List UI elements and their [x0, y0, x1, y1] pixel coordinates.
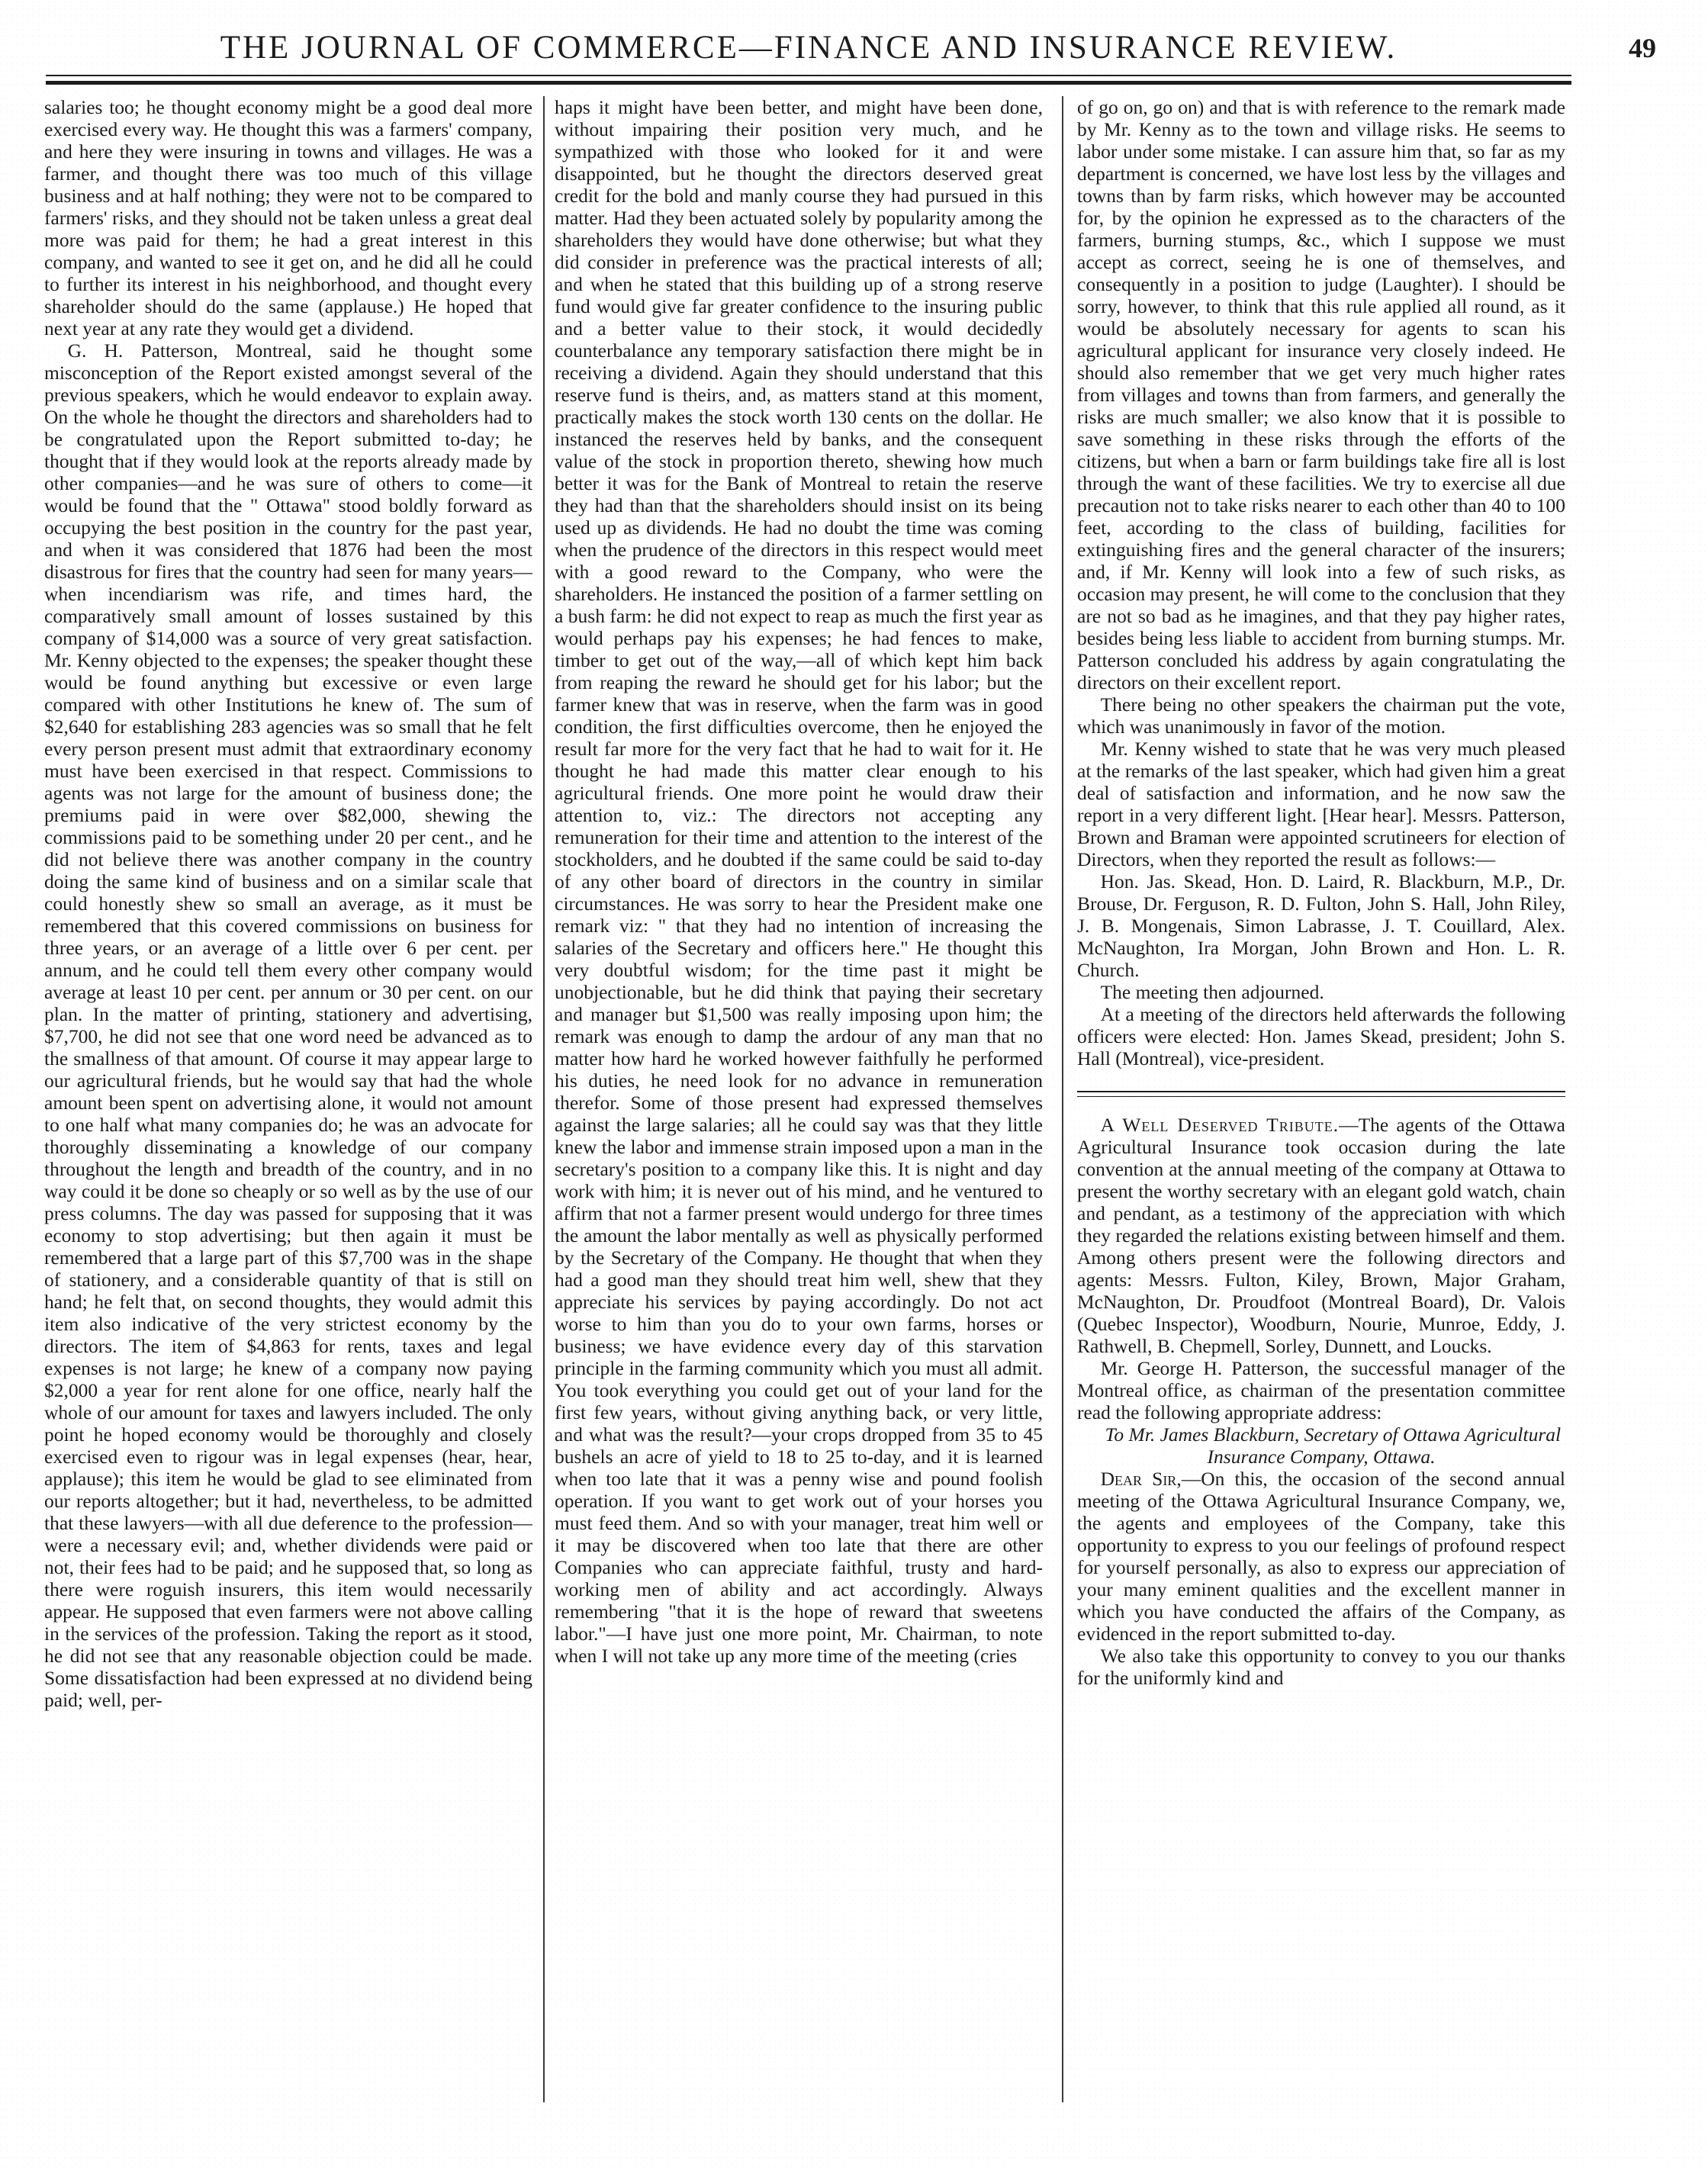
column-divider-left	[543, 96, 545, 2102]
column-three	[1077, 96, 1565, 2049]
column-one	[44, 96, 532, 2156]
tribute-paragraph	[1077, 1114, 1565, 1357]
section-divider	[1077, 1091, 1565, 1097]
address-body: —On this, the occasion of the second annual meeting of the Ottawa Agricultural Insurance Company, we, the agents and employees of the Company, take this opportunity to express to you our feelings of profound respect for yourself personally, as also to express our appreciation of your many eminent qualities and the excellent manner in which you have conducted the affairs of the Company, as evidenced in the report submitted to-day.	[1077, 1468, 1565, 1645]
paragraph: At a meeting of the directors held afterwards the following officers were elected: Hon. James Skead, president; John S. Hall (Montreal), vice-president.	[1077, 1003, 1565, 1069]
paragraph: Mr. Kenny wished to state that he was very much pleased at the remarks of the last speaker, which had given him a great deal of satisfaction and information, and he now saw the report in a very different light. [Hear hear]. Messrs. Patterson, Brown and Braman were appointed scrutineers for election of Directors, when they reported the result as follows:—	[1077, 738, 1565, 870]
paragraph: Mr. George H. Patterson, the successful manager of the Montreal office, as chairman of the presentation committee read the following appropriate address:	[1077, 1357, 1565, 1423]
dear-sir: Dear Sir,	[1100, 1468, 1182, 1490]
tribute-body: —The agents of the Ottawa Agricultural Insurance took occasion during the late convention at the annual meeting of the company at Ottawa to present the worthy secretary with an elegant gold watch, chain and pendant, as a testimony of the appreciation with which they regarded the relations existing between himself and them. Among others present were the following directors and agents: Messrs. Fulton, Kiley, Brown, Major Graham, McNaughton, Dr. Proudfoot (Montreal Board), Dr. Valois (Quebec Inspector), Woodburn, Nourie, Munroe, Eddy, J. Rathwell, B. Chepmell, Sorley, Dunnett, and Loucks.	[1077, 1114, 1565, 1357]
paragraph: There being no other speakers the chairman put the vote, which was unanimously in favor of the motion.	[1077, 693, 1565, 738]
page-number: 49	[1629, 33, 1656, 63]
paragraph: haps it might have been better, and might have been done, without impairing their position very much, and he sympathized with those who looked for it and were disappointed, but he thought the directors deserved great credit for the bold and manly course they had pursued in this matter. Had they been actuated solely by popularity among the shareholders they would have done otherwise; but what they did consider in preference was the practical interests of all; and when he stated that this building up of a strong reserve fund would give far greater confidence to the insuring public and a better value to their stock, it would decidedly counterbalance any temporary satisfaction there might be in receiving a dividend. Again they should understand that this reserve fund is theirs, and, as matters stand at this moment, practically makes the stock worth 130 cents on the dollar. He instanced the reserves held by banks, and the consequent value of the stock in proportion thereto, shewing how much better it was for the Bank of Montreal to retain the reserve they had than that the shareholders should insist on its being used up as dividends. He had no doubt the time was coming when the prudence of the directors in this respect would meet with a good reward to the Company, who were the shareholders. He instanced the position of a farmer settling on a bush farm: he did not expect to reap as much the first year as would perhaps pay his expenses; he had fences to make, timber to get out of the way,—all of which kept him back from reaping the reward he should get for his labor; but the farmer knew that was in reserve, when the farm was in good condition, the first difficulties overcome, then he enjoyed the result far more for the very fact that he had to wait for it. He thought he had made this matter clear enough to his agricultural friends. One more point he would draw their attention to, viz.: The directors not accepting any remuneration for their time and attention to the interest of the stockholders, and he doubted if the same could be said to-day of any other board of directors in the country in similar circumstances. He was sorry to hear the President make one remark viz: " that they had no intention of increasing the salaries of the Secretary and officers here." He thought this very doubtful wisdom; for the time past it might be unobjectionable, but he did think that paying their secretary and manager but $1,500 was really imposing upon him; the remark was enough to damp the ardour of any man that no matter how hard he worked however faithfully he performed his duties, he need look for no advance in remuneration therefor. Some of those present had expressed themselves against the large salaries; all he could say was that they little knew the labor and immense strain imposed upon a man in the secretary's position to a company like this. It is night and day work with him; it is never out of his mind, and he ventured to affirm that not a farmer present would undergo for three times the amount the labor mentally as well as physically performed by the Secretary of the Company. He thought that when they had a good man they should treat him well, shew that they appreciate his services by paying accordingly. Do not act worse to him than you do to your own farms, horses or business; we have evidence every day of this starvation principle in the farming community which you must all admit. You took everything you could get out of your land for the first few years, without giving anything back, or very little, and what was the result?—your crops dropped from 35 to 45 bushels an acre of yield to 18 to 25 to-day, and it is learned when too late that it was a penny wise and pound foolish operation. If you want to get work out of your horses you must feed them. And so with your manager, treat him well or it may be discovered when too late that there are other Companies who can appreciate faithful, trusty and hard-working men of ability and act accordingly. Always remembering "that it is the hope of reward that sweetens labor."—I have just one more point, Mr. Chairman, to note when I will not take up any more time of the meeting (cries	[555, 96, 1043, 1667]
page-header	[46, 21, 1662, 82]
journal-title: THE JOURNAL OF COMMERCE—FINANCE AND INSURANCE REVIEW.	[220, 30, 1398, 66]
header-rule-thin	[46, 75, 1571, 76]
paragraph: salaries too; he thought economy might be a good deal more exercised every way. He thought this was a farmers' company, and here they were insuring in towns and villages. He was a farmer, and thought there was too much of this village business and at half nothing; they were not to be compared to farmers' risks, and they should not be taken unless a great deal more was paid for them; he had a great interest in this company, and wanted to see it get on, and he did all he could to further its interest in his neighborhood, and thought every shareholder should do the same (applause.) He hoped that next year at any rate they would get a dividend.	[44, 96, 532, 339]
column-two	[555, 96, 1043, 2156]
column-divider-right	[1062, 96, 1063, 2102]
address-paragraph	[1077, 1468, 1565, 1645]
paragraph: G. H. Patterson, Montreal, said he thought some misconception of the Report existed amongst several of the previous speakers, which he would endeavor to explain away. On the whole he thought the directors and shareholders had to be congratulated upon the Report submitted to-day; he thought that if they would look at the reports already made by other companies—and he was sure of others to come—it would be found that the " Ottawa" stood boldly forward as occupying the best position in the country for the past year, and when it was considered that 1876 had been the most disastrous for fires that the country had seen for many years—when incendiarism was rife, and times hard, the comparatively small amount of losses sustained by this company of $14,000 was a source of very great satisfaction. Mr. Kenny objected to the expenses; the speaker thought these would be found anything but excessive or even large compared with other Institutions he knew of. The sum of $2,640 for establishing 283 agencies was so small that he felt every person present must admit that extraordinary economy must have been exercised in that respect. Commissions to agents was not large for the amount of business done; the premiums paid in were over $82,000, shewing the commissions paid to be something under 20 per cent., and he did not believe there was another company in the country doing the same kind of business and on a similar scale that could honestly shew so small an average, as it must be remembered that this covered commissions on business for three years, or an average of a little over 6 per cent. per annum, and he could tell them every other company would average at least 10 per cent. per annum or 30 per cent. on our plan. In the matter of printing, stationery and advertising, $7,700, he did not see that one word need be advanced as to the smallness of that amount. Of course it may appear large to our agricultural friends, but he would say that had the whole amount been spent on advertising alone, it would not amount to one half what many companies do; he was an advocate for thoroughly disseminating a knowledge of our company throughout the length and breadth of the country, and in no way could it be done so cheaply or so well as by the use of our press columns. The day was passed for supposing that it was economy to stop advertising; but then again it must be remembered that a large part of this $7,700 was in the shape of stationery, and a considerable quantity of that is still on hand; he felt that, on second thoughts, they would admit this item also indicative of the very strictest economy by the directors. The item of $4,863 for rents, taxes and legal expenses is not large; he knew of a company now paying $2,000 a year for rent alone for one office, nearly half the whole of our amount for taxes and lawyers included. The only point he hoped economy would be thoroughly and closely exercised even to rigour was in legal expenses (hear, hear, applause); this item he would be glad to see eliminated from our reports altogether; but it had, nevertheless, to be admitted that these lawyers—with all due deference to the profession—were a necessary evil; and, whether dividends were paid or not, their fees had to be paid; and he supposed that, so long as there were roguish insurers, this item would necessarily appear. He supposed that even farmers were not above calling in the services of the profession. Taking the report as it stood, he did not see that any reasonable objection could be made. Some dissatisfaction had been expressed at no dividend being paid; well, per-	[44, 339, 532, 1711]
director-list: Hon. Jas. Skead, Hon. D. Laird, R. Blackburn, M.P., Dr. Brouse, Dr. Ferguson, R. D. Fulton, John S. Hall, John Riley, J. B. Mongenais, Simon Labrasse, J. T. Couillard, Alex. McNaughton, Ira Morgan, John Brown and Hon. L. R. Church.	[1077, 870, 1565, 981]
paragraph: The meeting then adjourned.	[1100, 981, 1324, 1003]
address-salutation: To Mr. James Blackburn, Secretary of Ottawa Agricultural Insurance Company, Ottawa.	[1105, 1423, 1562, 1468]
tribute-heading: A Well Deserved Tribute.	[1100, 1114, 1340, 1136]
header-rule-thick	[46, 81, 1571, 85]
paragraph: We also take this opportunity to convey to you our thanks for the uniformly kind and	[1077, 1645, 1565, 1689]
paragraph: of go on, go on) and that is with reference to the remark made by Mr. Kenny as to the town and village risks. He seems to labor under some mistake. I can assure him that, so far as my department is concerned, we have lost less by the villages and towns than by farm risks, which however may be accounted for, by the opinion he expressed as to the characters of the farmers, burning stumps, &c., which I suppose we must accept as correct, seeing he is one of themselves, and consequently in a position to judge (Laughter). I should be sorry, however, to think that this rule applied all round, as it would be absolutely necessary for agents to scan his agricultural applicant for insurance very closely indeed. He should also remember that we get very much higher rates from villages and towns than from farmers, and generally the risks are much smaller; we also know that it is possible to save something in these risks through the efforts of the citizens, but when a barn or farm buildings take fire all is lost through the want of these facilities. We try to exercise all due precaution not to take risks nearer to each other than 40 to 100 feet, according to the class of building, facilities for extinguishing fires and the general character of the insurers; and, if Mr. Kenny will look into a few of such risks, as occasion may present, he will come to the conclusion that they are not so bad as he imagines, and that they pay higher rates, besides being less liable to accident from burning stumps. Mr. Patterson concluded his address by again congratulating the directors on their excellent report.	[1077, 96, 1565, 693]
